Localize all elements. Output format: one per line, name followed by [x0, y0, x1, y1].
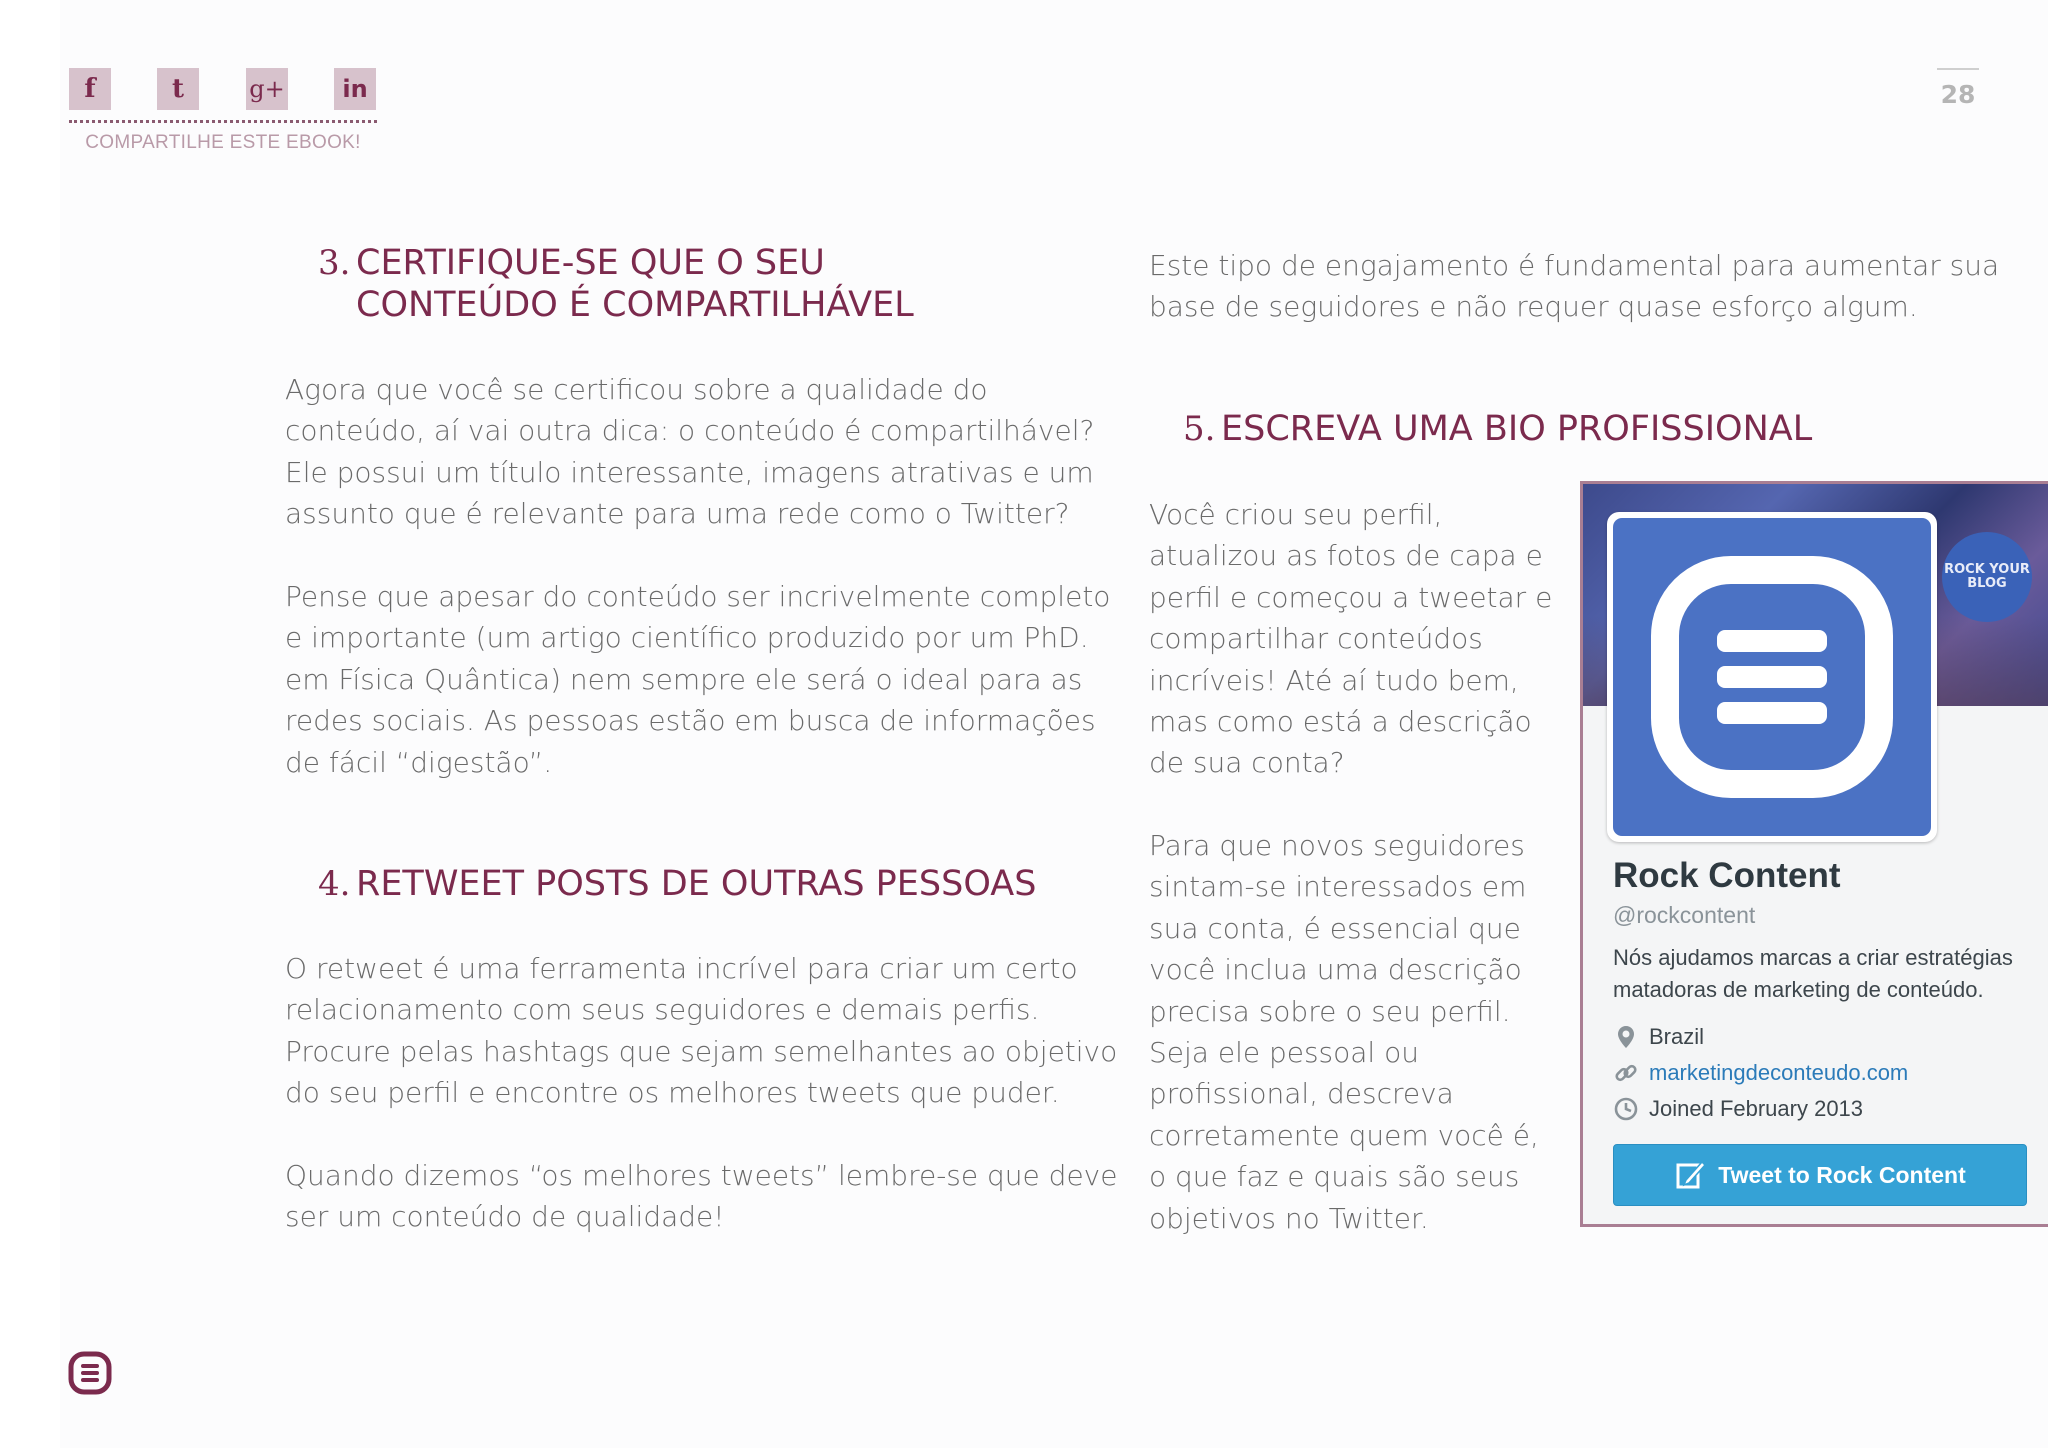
- section-5-heading: [1183, 408, 1812, 450]
- location-text: Brazil: [1649, 1024, 1705, 1049]
- linkedin-share-button[interactable]: [334, 68, 376, 110]
- compose-tweet-icon: [1674, 1158, 1708, 1192]
- profile-avatar[interactable]: [1607, 512, 1937, 842]
- twitter-icon: t: [171, 74, 184, 104]
- section-3-heading: [318, 242, 914, 326]
- facebook-share-button[interactable]: [69, 68, 111, 110]
- profile-bio: Nós ajudamos marcas a criar estratégias matadoras de marketing de conteúdo.: [1613, 945, 2013, 1002]
- section-5-paragraph-2: Para que novos seguidores sintam-se interessados em sua conta, é essencial que você inclua uma descrição precisa sobre o seu perfil. Seja ele pessoal ou profissional, descreva corretamente quem você é, o que faz e quais são seus objetivos no Twitter.: [1149, 829, 1539, 1235]
- section-3-title-line1: CERTIFIQUE-SE QUE O SEU: [356, 243, 825, 283]
- section-4-number: 4.: [318, 864, 351, 904]
- section-4-paragraph-1: O retweet é uma ferramenta incrível para criar um certo relacionamento com seus seguidores e demais perfis. Procure pelas hashtags que sejam semelhantes ao objetivo do seu perfil e encontre os melhores tweets que puder.: [285, 952, 1118, 1110]
- tweet-to-button[interactable]: [1613, 1144, 2027, 1206]
- google-plus-share-button[interactable]: [246, 68, 288, 110]
- linkedin-icon: in: [342, 75, 368, 103]
- rock-content-footer-logo-icon: [67, 1350, 113, 1396]
- profile-handle[interactable]: @rockcontent: [1613, 902, 1756, 928]
- section-4-title: RETWEET POSTS DE OUTRAS PESSOAS: [356, 864, 1037, 904]
- profile-website[interactable]: [1613, 1060, 1908, 1086]
- section-3-title-line2: CONTEÚDO É COMPARTILHÁVEL: [356, 285, 914, 325]
- cover-shirt-print: ROCK YOUR BLOG: [1942, 532, 2032, 622]
- page-number: 28: [1940, 80, 1976, 109]
- google-plus-icon: g+: [249, 75, 285, 103]
- facebook-icon: f: [84, 74, 96, 104]
- twitter-profile-card: [1580, 481, 2048, 1227]
- section-5-title: ESCREVA UMA BIO PROFISSIONAL: [1221, 409, 1813, 449]
- location-pin-icon: [1613, 1024, 1639, 1050]
- section-3-number: 3.: [318, 243, 351, 283]
- section-4-heading: [318, 863, 1036, 905]
- section-3-paragraph-1: Agora que você se certificou sobre a qualidade do conteúdo, aí vai outra dica: o conteúdo é compartilhável? Ele possui um título interessante, imagens atrativas e um assunto que é relevante para uma rede como o Twitter?: [285, 373, 1095, 531]
- section-4-paragraph-2: Quando dizemos “os melhores tweets” lembre-se que deve ser um conteúdo de qualidade!: [285, 1159, 1118, 1234]
- profile-name: Rock Content: [1613, 856, 1841, 895]
- website-link[interactable]: marketingdeconteudo.com: [1649, 1060, 1909, 1085]
- clock-icon: [1613, 1096, 1639, 1122]
- twitter-share-button[interactable]: [157, 68, 199, 110]
- tweet-to-button-label: Tweet to Rock Content: [1718, 1161, 1966, 1188]
- page-number-rule: [1937, 68, 1979, 70]
- engagement-paragraph: Este tipo de engajamento é fundamental para aumentar sua base de seguidores e não requer quase esforço algum.: [1149, 249, 2000, 324]
- joined-text: Joined February 2013: [1649, 1096, 1864, 1121]
- share-label: COMPARTILHE ESTE EBOOK!: [85, 132, 361, 153]
- section-5-paragraph-1: Você criou seu perfil, atualizou as fotos de capa e perfil e começou a tweetar e compartilhar conteúdos incríveis! Até aí tudo bem, mas como está a descrição de sua conta?: [1149, 498, 1553, 780]
- profile-joined: [1613, 1096, 1863, 1122]
- link-icon: [1613, 1060, 1639, 1086]
- profile-location: [1613, 1024, 1704, 1050]
- section-5-number: 5.: [1183, 409, 1216, 449]
- share-divider: [69, 120, 377, 123]
- rock-content-logo-icon: [1613, 518, 1931, 836]
- section-3-paragraph-2: Pense que apesar do conteúdo ser incrivelmente completo e importante (um artigo científico produzido por um PhD. em Física Quântica) nem sempre ele será o ideal para as redes sociais. As pessoas estão em busca de informações de fácil “digestão”.: [285, 580, 1111, 779]
